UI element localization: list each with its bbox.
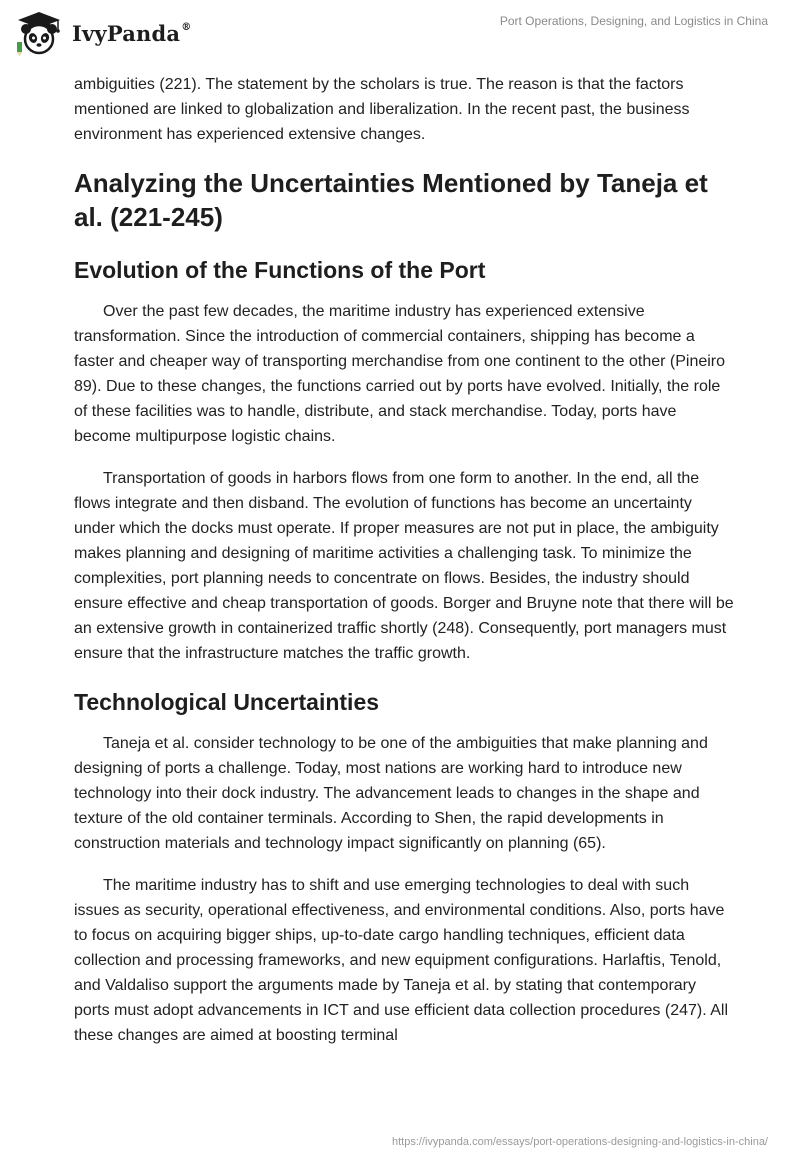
page-header <box>0 0 800 66</box>
body-paragraph: Transportation of goods in harbors flows from one form to another. In the end, all the flows integrate and then disband. The evolution of functions has become an uncertainty under which the docks must operate. If proper measures are not put in place, the ambiguity makes planning and designing of maritime activities a challenging task. To minimize the complexities, port planning needs to concentrate on flows. Besides, the industry should ensure effective and cheap transportation of goods. Borger and Bruyne note that there will be an extensive growth in containerized traffic shortly (248). Consequently, port managers must ensure that the infrastructure matches the traffic growth. <box>74 470 734 662</box>
body-paragraph: The maritime industry has to shift and use emerging technologies to deal with such issues as security, operational effectiveness, and environmental conditions. Also, ports have to focus on acquiring bigger ships, up-to-date cargo handling techniques, efficient data collection and processing frameworks, and new equipment configurations. Harlaftis, Tenold, and Valdaliso support the arguments made by Taneja et al. by stating that contemporary ports must adopt advancements in ICT and use efficient data collection procedures (247). All these changes are aimed at boosting terminal <box>74 877 728 1044</box>
body-paragraph: Taneja et al. consider technology to be one of the ambiguities that make planning and designing of ports a challenge. Today, most nations are working hard to introduce new technology into their dock industry. The advancement leads to changes in the shape and texture of the old container terminals. According to Shen, the rapid developments in construction materials and technology impact significantly on planning (65). <box>74 735 708 852</box>
source-url-link[interactable]: https://ivypanda.com/essays/port-operations-designing-and-logistics-in-china/ <box>391 1136 768 1148</box>
essay-content <box>74 72 734 1065</box>
subsection-heading-technology: Technological Uncertainties <box>74 689 380 715</box>
panda-graduate-icon <box>14 8 64 58</box>
section-heading: Analyzing the Uncertainties Mentioned by Taneja et al. (221-245) <box>74 168 708 232</box>
body-paragraph: Over the past few decades, the maritime industry has experienced extensive transformation. Since the introduction of commercial containers, shipping has become a faster and cheaper way of transporting merchandise from one continent to the other (Pineiro 89). Due to these changes, the functions carried out by ports have evolved. Initially, the role of these facilities was to handle, distribute, and stack merchandise. Today, ports have become multipurpose logistic chains. <box>74 303 726 445</box>
intro-paragraph: ambiguities (221). The statement by the scholars is true. The reason is that the factors mentioned are linked to globalization and liberalization. In the recent past, the business environment has experienced extensive changes. <box>74 76 690 143</box>
document-title: Port Operations, Designing, and Logistics in China <box>499 14 768 28</box>
subsection-heading-evolution: Evolution of the Functions of the Port <box>74 257 486 283</box>
brand-logo[interactable] <box>14 8 191 58</box>
brand-name: IvyPanda® <box>72 20 192 46</box>
